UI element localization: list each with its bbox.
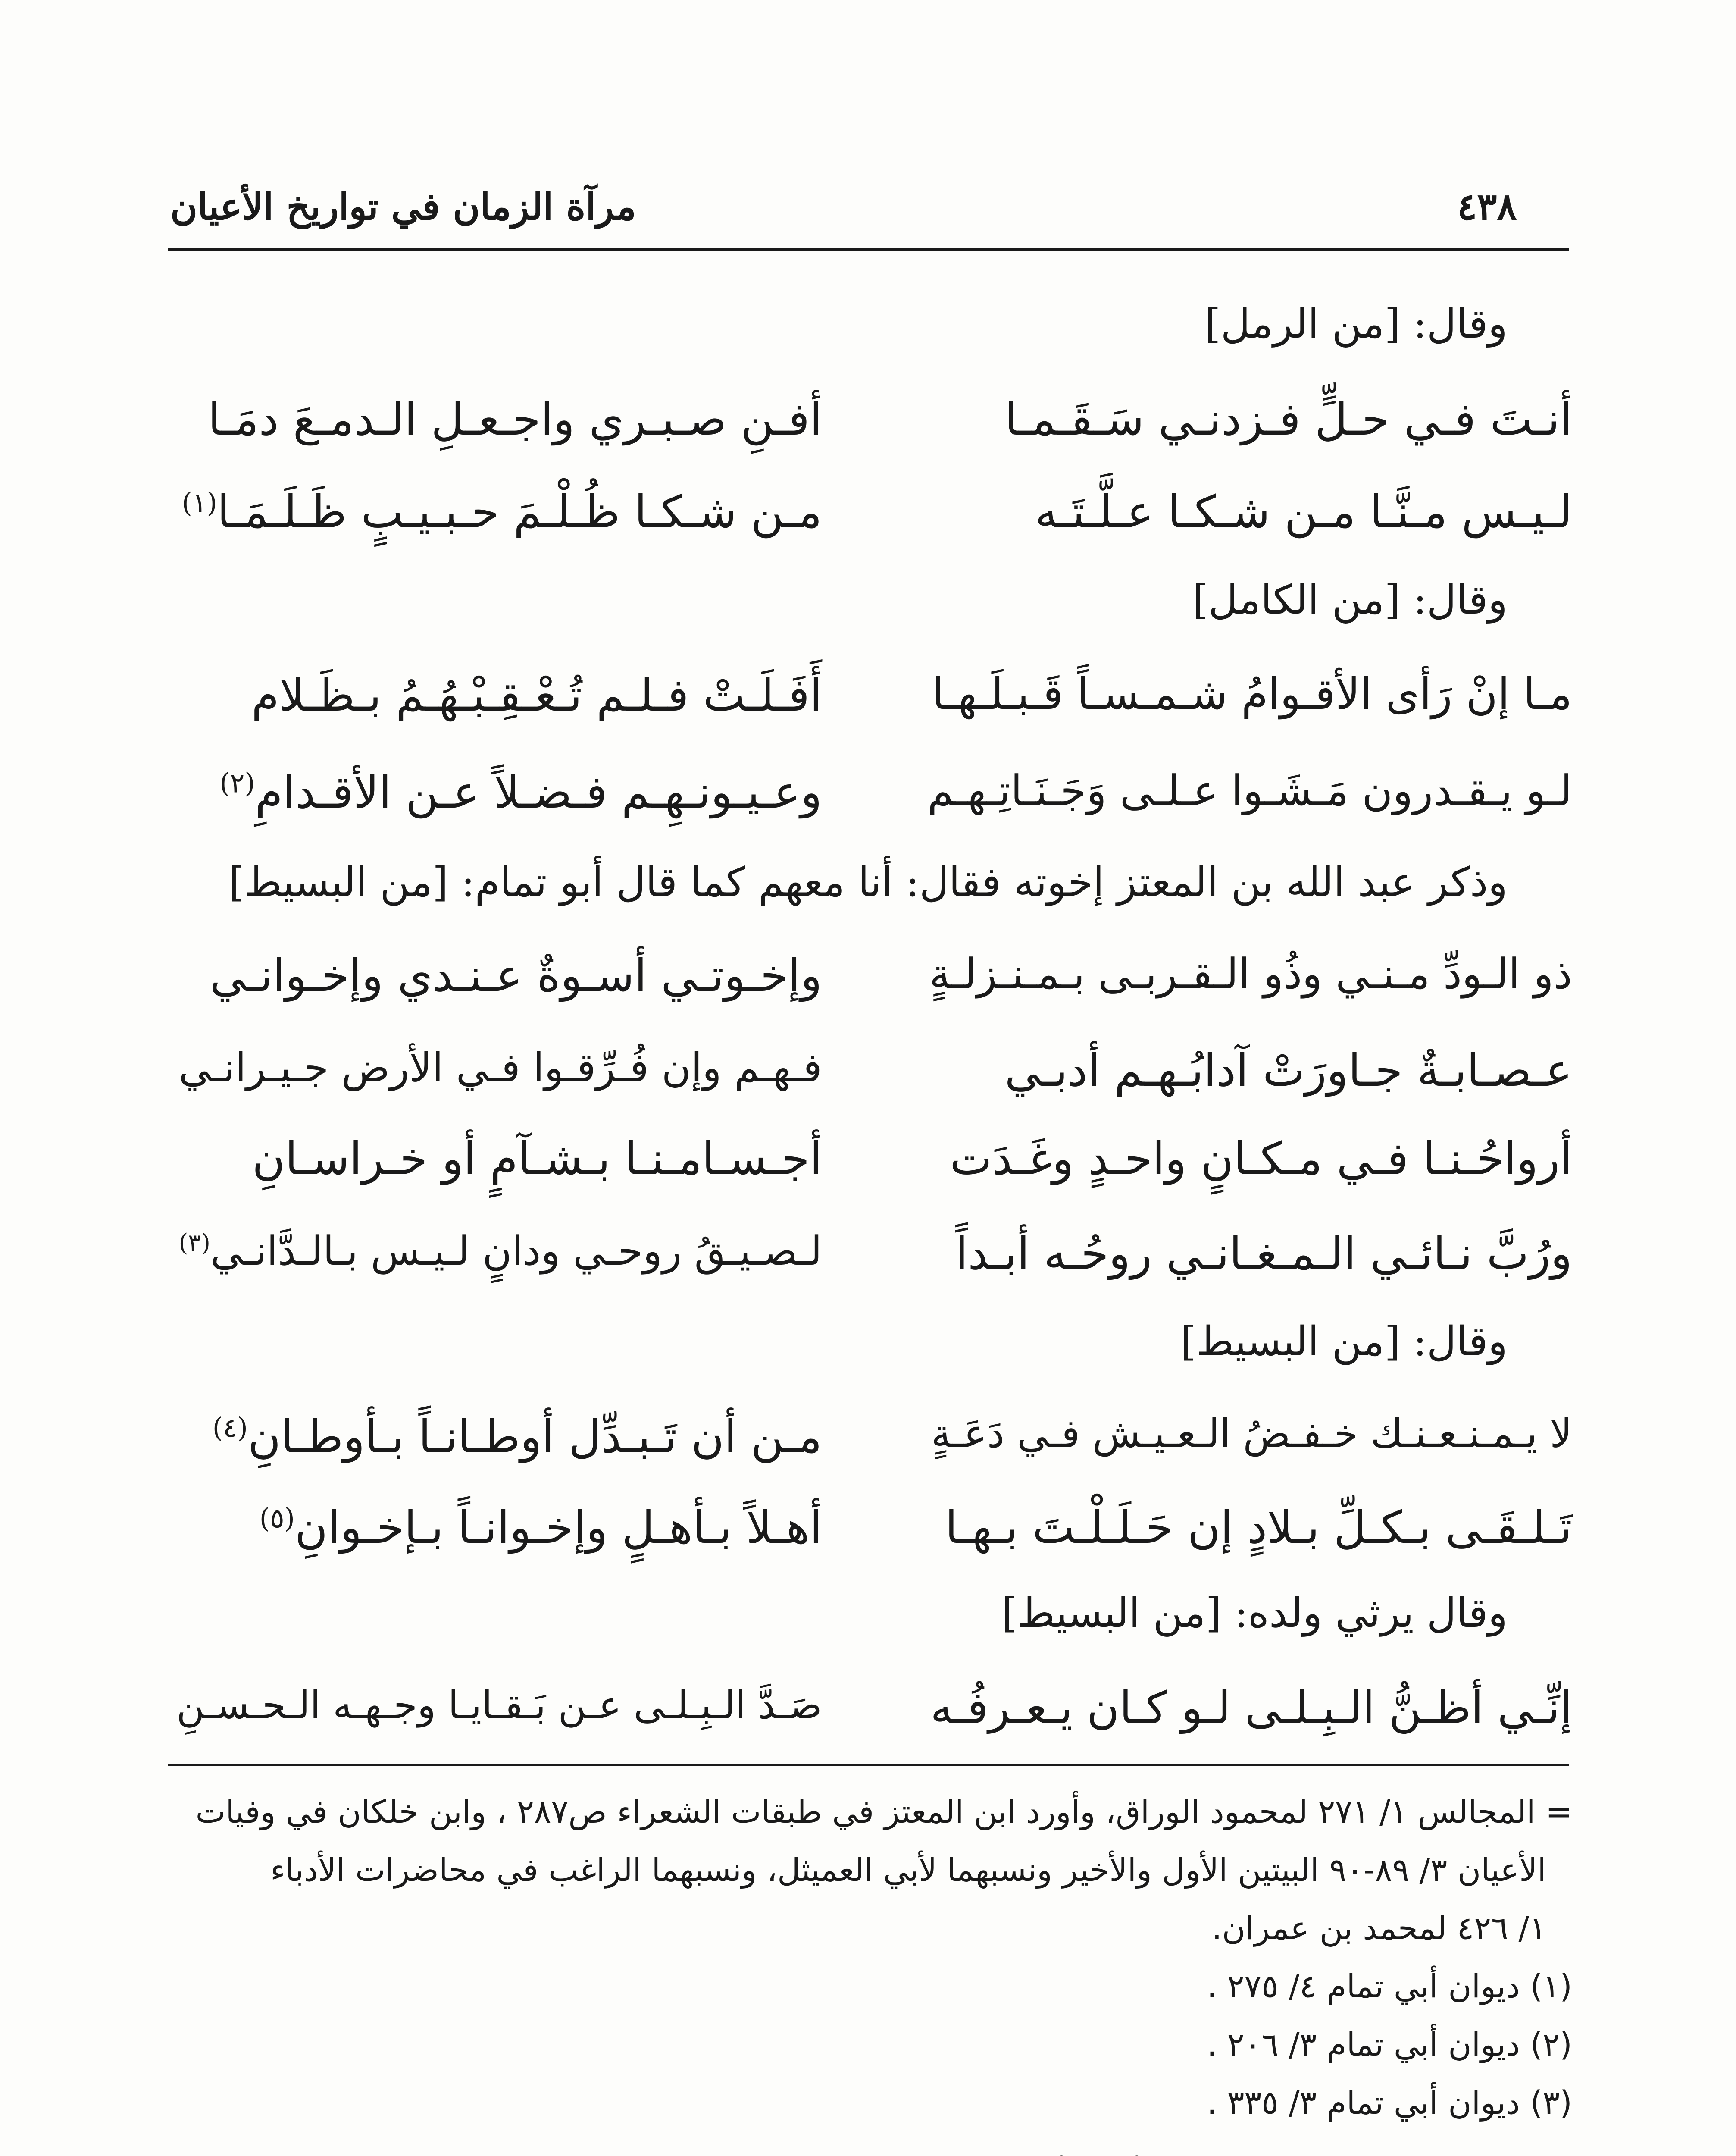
verse-11-second: صَـدَّ الـبِـلـى عـن بَـقـايـا وجـهـه الـحـسـنِ	[176, 1683, 822, 1727]
intro-line-2: وقال: [من الكامل]	[1192, 577, 1508, 624]
verse-10-first: تَـلـقَـى بـكـلِّ بـلادٍ إن حَـلَـلْـتَ بـهـا	[945, 1501, 1572, 1554]
verse-4-second	[219, 766, 822, 818]
verse-8-second-text: لـصـيـقُ روحـي ودانٍ لـيـس بـالـدَّانـي	[210, 1228, 822, 1274]
footnote-1: (١) ديوان أبي تمام ٤/ ٢٧٥ .	[1207, 1968, 1572, 2005]
verse-1-first: أنـتَ فـي حـلٍّ فـزدنـي سَـقَـمـا	[1005, 393, 1572, 445]
footnote-ref-2: (٢)	[219, 767, 255, 799]
verse-2-second-text: مـن شـكـا ظُـلْـمَ حـبـيـبٍ ظَـلَـمَـا	[217, 486, 822, 538]
verse-7-second: أجـسـامـنـا بـشـآمٍ أو خـراسـانِ	[252, 1132, 822, 1185]
intro-line-4: وقال: [من البسيط]	[1180, 1318, 1508, 1365]
footnote-2: (٢) ديوان أبي تمام ٣/ ٢٠٦ .	[1207, 2026, 1572, 2063]
footnote-continued-3: ١/ ٤٢٦ لمحمد بن عمران.	[1212, 1910, 1546, 1947]
verse-11-first: إنِّـي أظـنُّ الـبِـلـى لـو كـان يـعـرفُـه	[930, 1682, 1572, 1734]
verse-6-first: عـصـابـةٌ جـاورَتْ آدابُـهـم أدبـي	[1004, 1044, 1572, 1097]
verse-9-second-text: مـن أن تَـبـدِّل أوطـانـاً بـأوطـانِ	[247, 1410, 822, 1463]
verse-2-second	[181, 486, 822, 538]
footnote-ref-1: (١)	[181, 487, 217, 519]
verse-7-first: أرواحُـنـا فـي مـكـانٍ واحـدٍ وغَـدَت	[950, 1132, 1572, 1185]
intro-line-1: وقال: [من الرمل]	[1204, 301, 1508, 348]
verse-5-second: وإخـوتـي أسـوةٌ عـنـدي وإخـوانـي	[210, 949, 822, 1002]
intro-line-3: وذكر عبد الله بن المعتز إخوته فقال: أنا معهم كما قال أبو تمام: [من البسيط]	[228, 859, 1508, 906]
footnote-continued-2: الأعيان ٣/ ٨٩-٩٠ البيتين الأول والأخير ونسبهما لأبي العميثل، ونسبهما الراغب في محاضرات الأدباء	[270, 1852, 1546, 1889]
verse-3-second: أَفَـلَـتْ فـلـم تُـعْـقِـبْـهُـمُ بـظَـلام	[251, 669, 822, 721]
footnote-3: (٣) ديوان أبي تمام ٣/ ٣٣٥ .	[1207, 2084, 1572, 2122]
footnote-ref-4: (٤)	[212, 1412, 248, 1444]
verse-8-second	[178, 1228, 822, 1274]
verse-5-first: ذو الـودِّ مـنـي وذُو الـقـربـى بـمـنـزلـةٍ	[929, 950, 1572, 998]
verse-4-first: لـو يـقـدرون مَـشَـوا عـلـى وَجَـنَـاتِـهـم	[927, 766, 1572, 815]
footnote-ref-3: (٣)	[178, 1229, 211, 1257]
verse-1-second: أفـنِ صـبـري واجـعـلِ الـدمـعَ دمَـا	[208, 393, 822, 445]
verse-10-second	[259, 1501, 822, 1554]
verse-4-second-text: وعـيـونـهِـم فـضـلاً عـن الأقـدامِ	[255, 766, 822, 818]
header-rule	[168, 248, 1569, 251]
page-number: ٤٣٨	[1457, 185, 1517, 229]
verse-6-second: فـهـم وإن فُـرِّقـوا فـي الأرض جـيـرانـي	[178, 1044, 822, 1091]
verse-8-first: ورُبَّ نـائـي الـمـغـانـي روحُـه أبـداً	[955, 1227, 1572, 1280]
verse-9-first: لا يـمـنـعـنـك خـفـضُ الـعـيـش فـي دَعَـةٍ	[931, 1411, 1572, 1457]
footnote-continued-1: = المجالس ١/ ٢٧١ لمحمود الوراق، وأورد ابن المعتز في طبقات الشعراء ص٢٨٧ ، وابن خلكان في وفيات	[195, 1793, 1572, 1830]
verse-3-first: مـا إنْ رَأى الأقـوامُ شـمـسـاً قَـبـلَـهـا	[932, 669, 1572, 719]
verse-9-second	[212, 1410, 822, 1463]
verse-10-second-text: أهـلاً بـأهـلٍ وإخـوانـاً بـإخـوانِ	[294, 1501, 822, 1554]
intro-line-5: وقال يرثي ولده: [من البسيط]	[1001, 1590, 1508, 1637]
verse-2-first: لـيـس مـنَّـا مـن شـكـا عـلَّـتَـه	[1035, 486, 1572, 538]
running-title: مرآة الزمان في تواريخ الأعيان	[170, 185, 636, 229]
footnote-rule	[168, 1764, 1569, 1766]
footnote-ref-5: (٥)	[259, 1502, 295, 1534]
